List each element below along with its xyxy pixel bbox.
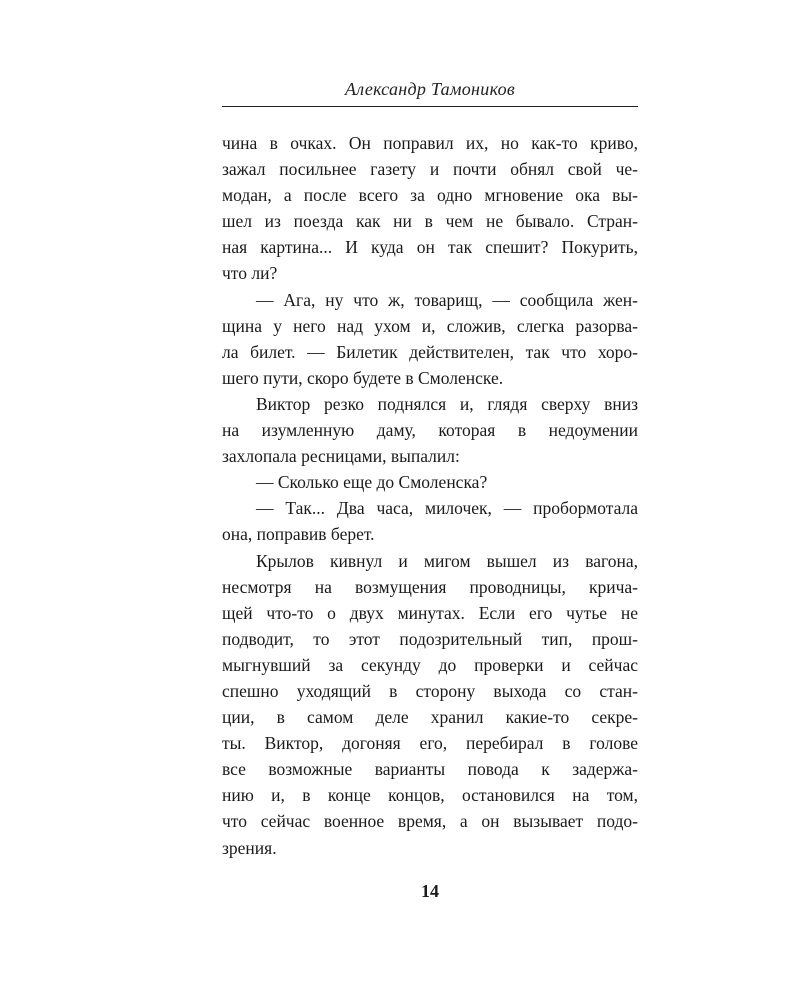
text-line: Крылов кивнул и мигом вышел из вагона, (256, 550, 638, 571)
text-line: подводит, то этот подозрительный тип, прош- (222, 628, 638, 649)
text-line: — Так... Два часа, милочек, — пробормотала (256, 498, 638, 519)
text-line: модан, а после всего за одно мгновение ока вы- (222, 185, 638, 206)
text-line: мыгнувший за секунду до проверки и сейчас (222, 654, 638, 675)
text-line: что ли? (222, 263, 278, 284)
text-line: нию и, в конце концов, остановился на том, (222, 785, 638, 806)
text-line: — Ага, ну что ж, товарищ, — сообщила жен- (256, 289, 638, 310)
text-line: ты. Виктор, догоняя его, перебирал в голове (222, 733, 638, 754)
text-line: щина у него над ухом и, сложив, слегка разорва- (222, 315, 638, 336)
text-line: несмотря на возмущения проводницы, крича- (222, 576, 638, 597)
running-header-author: Александр Тамоников (344, 79, 516, 99)
text-line: чина в очках. Он поправил их, но как-то криво, (222, 133, 638, 153)
text-line: зажал посильнее газету и почти обнял свой че- (222, 159, 638, 180)
text-line: Виктор резко поднялся и, глядя сверху вниз (256, 393, 638, 414)
text-line: — Сколько еще до Смоленска? (256, 472, 488, 493)
text-line: шего пути, скоро будете в Смоленске. (222, 367, 504, 388)
text-line: ла билет. — Билетик действителен, так что хоро- (222, 341, 638, 362)
text-line: ции, в самом деле хранил какие-то секре- (222, 707, 638, 728)
text-line: она, поправив берет. (222, 524, 375, 545)
text-line: ная картина... И куда он так спешит? Покурить, (222, 237, 638, 258)
body-text (222, 130, 638, 861)
text-line: все возможные варианты повода к задержа- (222, 759, 638, 780)
text-line: щей что-то о двух минутах. Если его чутье не (222, 602, 638, 623)
text-line: захлопала ресницами, выпалил: (222, 446, 460, 467)
text-line: спешно уходящий в сторону выхода со стан- (222, 680, 638, 701)
text-line: на изумленную даму, которая в недоумении (222, 420, 638, 441)
text-line: шел из поезда как ни в чем не бывало. Стран- (222, 211, 638, 232)
page-number: 14 (421, 881, 439, 901)
text-line: зрения. (222, 837, 277, 858)
header-divider (222, 106, 638, 107)
text-line: что сейчас военное время, а он вызывает подо- (222, 811, 638, 832)
